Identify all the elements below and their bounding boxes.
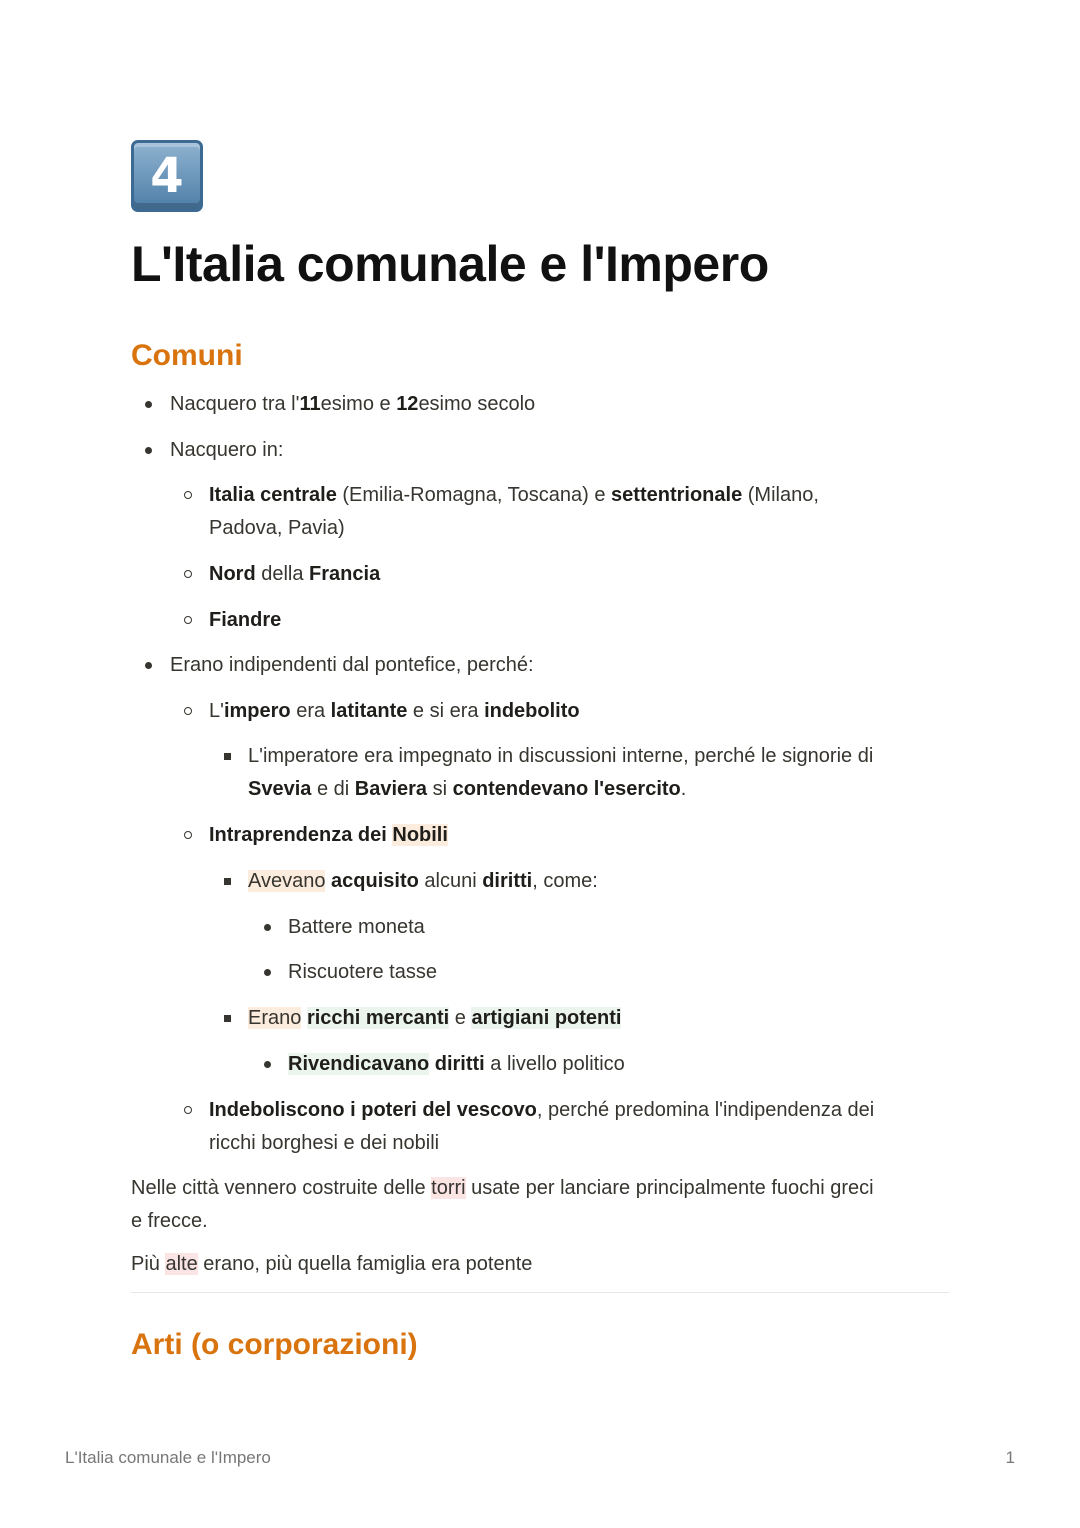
list-item: Rivendicavano diritti a livello politico	[288, 1048, 625, 1081]
list-item: Erano indipendenti dal pontefice, perché:	[170, 649, 534, 682]
bullet-icon	[264, 969, 271, 976]
section-heading-comuni: Comuni	[131, 339, 243, 372]
circle-bullet-icon	[184, 707, 192, 715]
bullet-icon	[145, 662, 152, 669]
circle-bullet-icon	[184, 570, 192, 578]
keycap-four-icon: 4	[131, 140, 203, 212]
footer-title: L'Italia comunale e l'Impero	[65, 1448, 271, 1467]
list-item: Erano ricchi mercanti e artigiani potenti	[248, 1002, 621, 1035]
list-item: Fiandre	[209, 604, 281, 637]
circle-bullet-icon	[184, 831, 192, 839]
square-bullet-icon	[224, 753, 231, 760]
circle-bullet-icon	[184, 1106, 192, 1114]
circle-bullet-icon	[184, 491, 192, 499]
paragraph-alte: Più alte erano, più quella famiglia era potente	[131, 1253, 533, 1275]
section-heading-arti: Arti (o corporazioni)	[131, 1328, 418, 1361]
bullet-icon	[145, 401, 152, 408]
list-item: Battere moneta	[288, 911, 425, 944]
bullet-icon	[145, 447, 152, 454]
divider	[131, 1292, 949, 1293]
list-item: Indeboliscono i poteri del vescovo, perché predomina l'indipendenza dei ricchi borghesi e dei nobili	[209, 1094, 949, 1160]
square-bullet-icon	[224, 1015, 231, 1022]
page-title: L'Italia comunale e l'Impero	[131, 236, 769, 292]
list-item: Nacquero in:	[170, 434, 283, 467]
bullet-icon	[264, 1061, 271, 1068]
page-content	[131, 140, 951, 374]
list-item: Avevano acquisito alcuni diritti, come:	[248, 865, 598, 898]
bullet-icon	[264, 924, 271, 931]
circle-bullet-icon	[184, 616, 192, 624]
square-bullet-icon	[224, 878, 231, 885]
paragraph-torri: Nelle città vennero costruite delle torri usate per lanciare principalmente fuochi greci e frecce.	[131, 1177, 874, 1232]
list-item: Intraprendenza dei Nobili	[209, 819, 448, 852]
list-item: Nord della Francia	[209, 558, 380, 591]
page-number: 1	[1005, 1448, 1015, 1467]
list-item: L'imperatore era impegnato in discussioni interne, perché le signorie di Svevia e di Baviera si contendevano l'esercito.	[248, 740, 948, 806]
list-item: Italia centrale (Emilia-Romagna, Toscana) e settentrionale (Milano, Padova, Pavia)	[209, 479, 909, 545]
list-item: L'impero era latitante e si era indebolito	[209, 695, 580, 728]
list-item: Nacquero tra l'11esimo e 12esimo secolo	[170, 388, 535, 421]
list-item: Riscuotere tasse	[288, 956, 437, 989]
